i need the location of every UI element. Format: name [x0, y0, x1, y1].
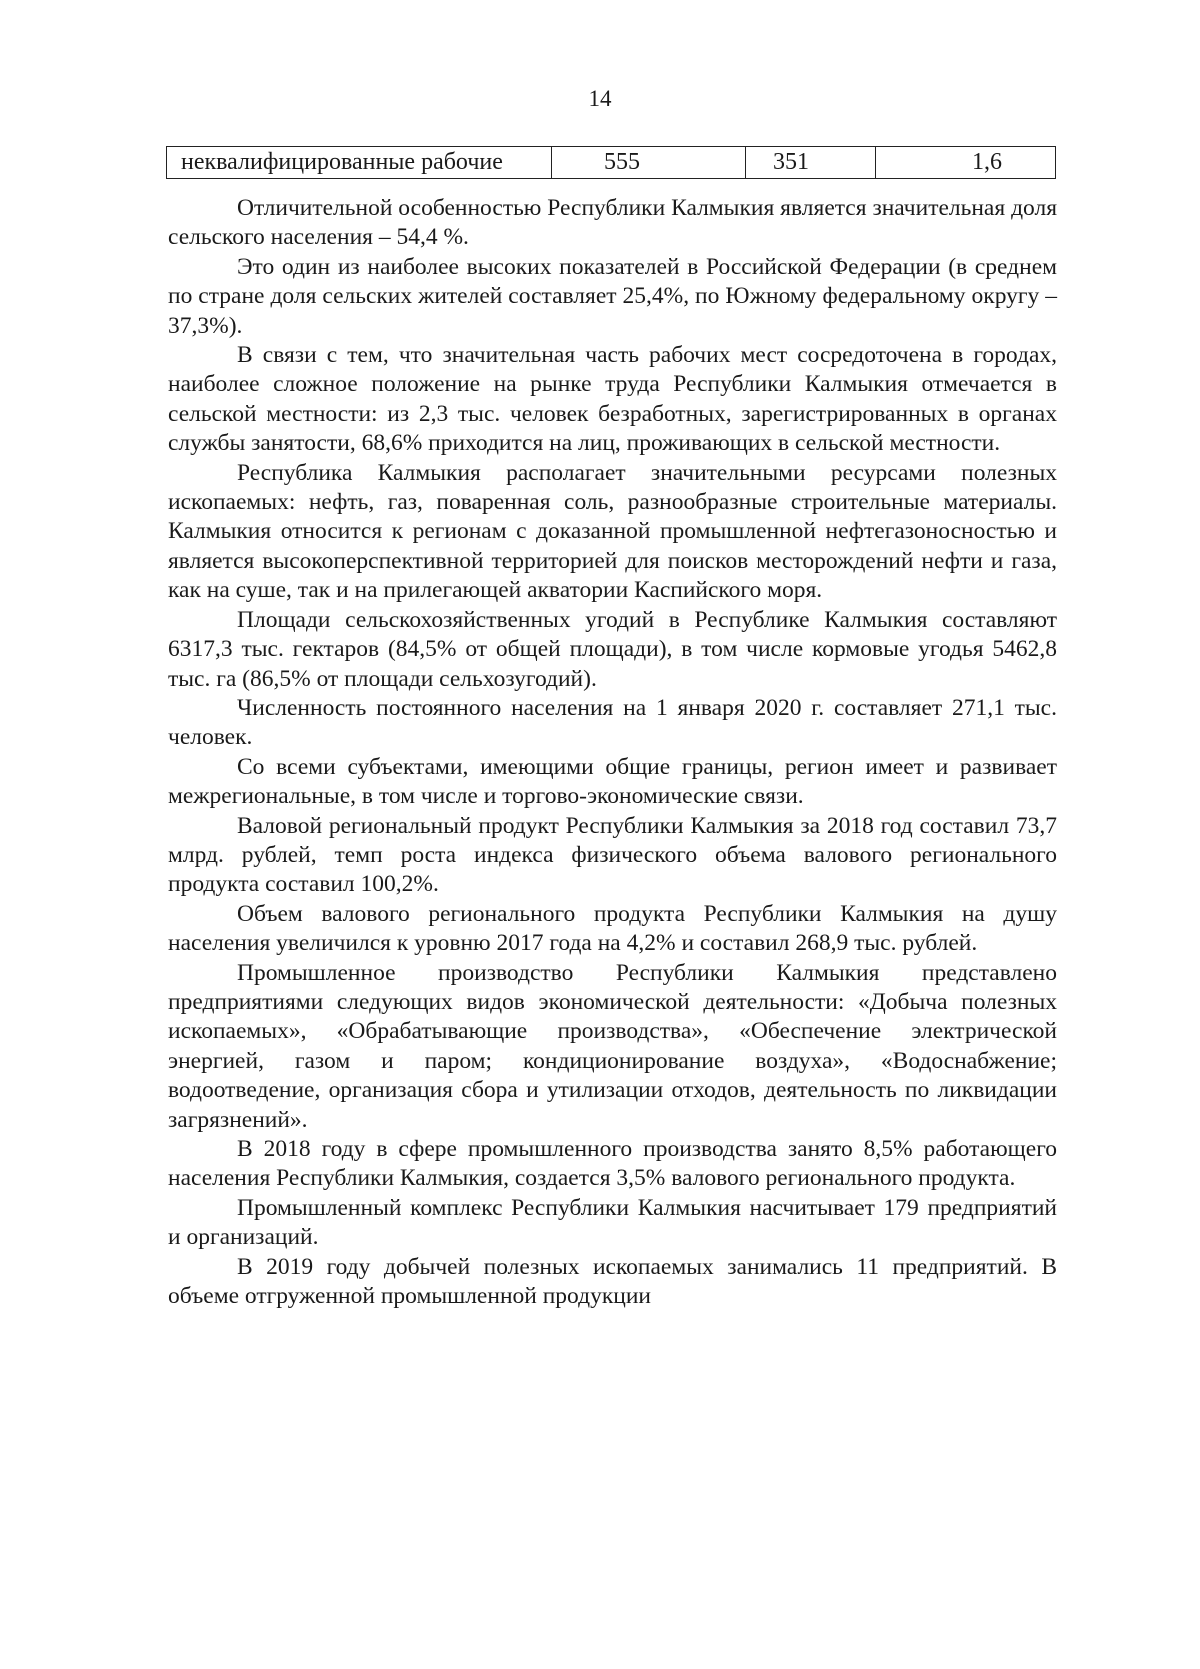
table-cell-value-3: 1,6	[972, 149, 1002, 175]
paragraph: В 2019 году добычей полезных ископаемых занимались 11 предприятий. В объеме отгруженной промышленной продукции	[168, 1253, 1057, 1310]
table-cell-value-1: 555	[552, 147, 746, 178]
document-body	[168, 194, 1057, 1311]
data-table-row	[166, 146, 1056, 179]
paragraph: В связи с тем, что значительная часть рабочих мест сосредоточена в городах, наиболее сложное положение на рынке труда Республики Калмыкия отмечается в сельской местности: из 2,3 тыс. человек безработных, зарегистрированных в органах службы занятости, 68,6% приходится на лиц, проживающих в сельской местности.	[168, 342, 1057, 457]
paragraph: В 2018 году в сфере промышленного производства занято 8,5% работающего населения Республики Калмыкия, создается 3,5% валового регионального продукта.	[168, 1136, 1057, 1192]
paragraph: Промышленный комплекс Республики Калмыкия насчитывает 179 предприятий и организаций.	[168, 1194, 1057, 1251]
paragraph: Со всеми субъектами, имеющими общие границы, регион имеет и развивает межрегиональные, в том числе и торгово-экономические связи.	[168, 753, 1057, 810]
table-cell-label: неквалифицированные рабочие	[167, 147, 552, 178]
table-cell-value-2: 351	[746, 147, 876, 178]
paragraph: Это один из наиболее высоких показателей в Российской Федерации (в среднем по стране доля сельских жителей составляет 25,4%, по Южному федеральному округу – 37,3%).	[168, 253, 1057, 339]
paragraph: Промышленное производство Республики Калмыкия представлено предприятиями следующих видов экономической деятельности: «Добыча полезных ископаемых», «Обрабатывающие производства», «Обеспечение электрической энергией, газом и паром; кондиционирование воздуха», «Водоснабжение; водоотведение, организация сбора и утилизации отходов, деятельность по ликвидации загрязнений».	[168, 959, 1057, 1133]
paragraph: Площади сельскохозяйственных угодий в Республике Калмыкия составляют 6317,3 тыс. гектаров (84,5% от общей площади), в том числе кормовые угодья 5462,8 тыс. га (86,5% от площади сельхозугодий).	[168, 606, 1057, 692]
paragraph: Валовой региональный продукт Республики Калмыкия за 2018 год составил 73,7 млрд. рублей, темп роста индекса физического объема валового регионального продукта составил 100,2%.	[168, 812, 1057, 898]
page-number: 14	[588, 86, 612, 111]
paragraph: Республика Калмыкия располагает значительными ресурсами полезных ископаемых: нефть, газ, поваренная соль, разнообразные строительные материалы. Калмыкия относится к регионам с доказанной промышленной нефтегазоносностью и является высокоперспективной территорией для поисков месторождений нефти и газа, как на суше, так и на прилегающей акватории Каспийского моря.	[168, 459, 1057, 604]
paragraph: Объем валового регионального продукта Республики Калмыкия на душу населения увеличился к уровню 2017 года на 4,2% и составил 268,9 тыс. рублей.	[168, 900, 1057, 957]
paragraph: Отличительной особенностью Республики Калмыкия является значительная доля сельского населения – 54,4 %.	[168, 195, 1057, 251]
paragraph: Численность постоянного населения на 1 января 2020 г. составляет 271,1 тыс. человек.	[168, 694, 1057, 751]
